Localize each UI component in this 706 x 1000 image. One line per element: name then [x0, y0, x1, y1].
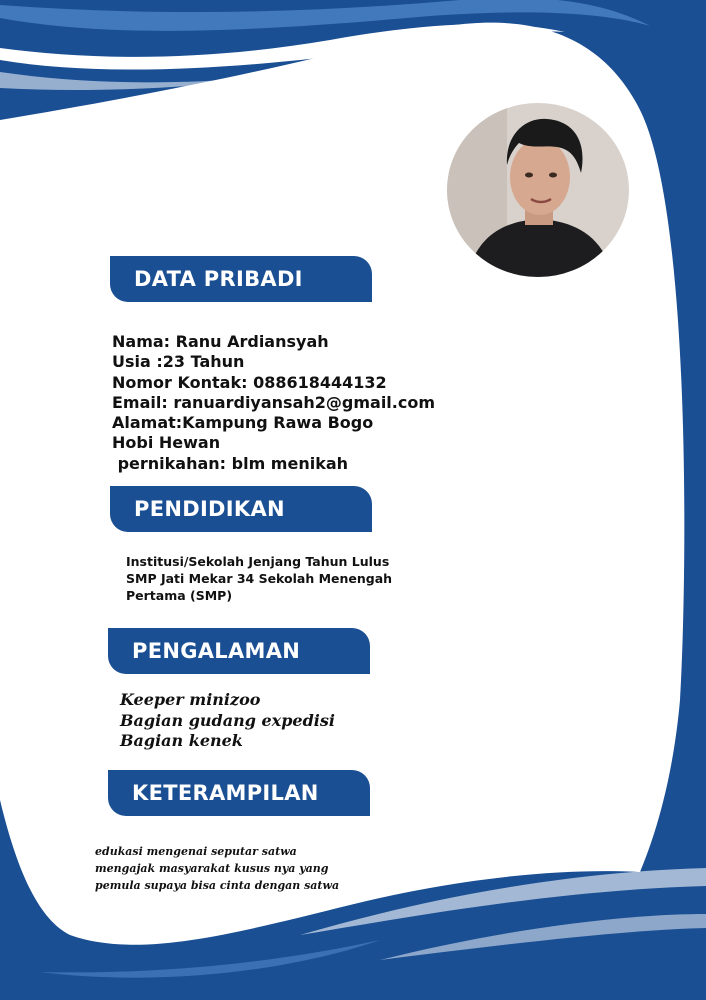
personal-address: Alamat:Kampung Rawa Bogo	[112, 413, 374, 433]
personal-marital: pernikahan: blm menikah	[112, 453, 349, 473]
personal-phone: Nomor Kontak: 088618444132	[112, 372, 387, 392]
experience-list	[120, 690, 335, 752]
experience-item: Keeper minizoo	[120, 690, 261, 709]
personal-hobby: Hobi Hewan	[112, 433, 221, 453]
personal-age: Usia :23 Tahun	[112, 352, 245, 372]
experience-item: Bagian kenek	[120, 731, 243, 750]
skills-list	[95, 843, 339, 894]
education-line: SMP Jati Mekar 34 Sekolah Menengah	[126, 571, 393, 586]
skill-item: pemula supaya bisa cinta dengan satwa	[95, 879, 340, 892]
section-header-experience: PENGALAMAN	[108, 628, 370, 674]
personal-info	[112, 332, 435, 474]
skill-item: mengajak masyarakat kusus nya yang	[95, 862, 329, 875]
section-header-personal: DATA PRIBADI	[110, 256, 372, 302]
experience-item: Bagian gudang expedisi	[120, 710, 335, 730]
section-header-skills: KETERAMPILAN	[108, 770, 370, 816]
personal-name: Nama: Ranu Ardiansyah	[112, 332, 329, 351]
education-line: Institusi/Sekolah Jenjang Tahun Lulus	[126, 554, 390, 569]
education-line: Pertama (SMP)	[126, 588, 233, 603]
section-header-education: PENDIDIKAN	[110, 486, 372, 532]
education-info	[126, 553, 392, 604]
profile-photo	[447, 103, 629, 277]
personal-email: Email: ranuardiyansah2@gmail.com	[112, 392, 436, 412]
skill-item: edukasi mengenai seputar satwa	[95, 845, 297, 858]
